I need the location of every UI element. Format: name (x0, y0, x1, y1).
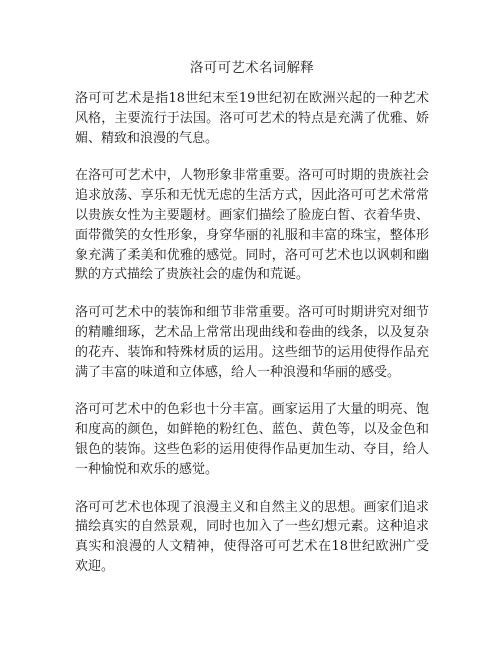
paragraph-romanticism: 洛可可艺术也体现了浪漫主义和自然主义的思想。画家们追求描绘真实的自然景观，同时也加入了一些幻想元素。这种追求真实和浪漫的人文精神，使得洛可可艺术在18世纪欧洲广受欢迎。 (75, 499, 429, 574)
document-page (75, 58, 429, 595)
paragraph-decoration: 洛可可艺术中的装饰和细节非常重要。洛可可时期讲究对细节的精雕细琢，艺术品上常常出现曲线和卷曲的线条，以及复杂的花卉、装饰和特殊材质的运用。这些细节的运用使得作品充满了丰富的味道和立体感，给人一种浪漫和华丽的感受。 (75, 305, 429, 380)
paragraph-intro: 洛可可艺术是指18世纪末至19世纪初在欧洲兴起的一种艺术风格，主要流行于法国。洛可可艺术的特点是充满了优雅、娇媚、精致和浪漫的气息。 (75, 91, 429, 146)
paragraph-figures: 在洛可可艺术中，人物形象非常重要。洛可可时期的贵族社会追求放荡、享乐和无忧无虑的生活方式，因此洛可可艺术常常以贵族女性为主要题材。画家们描绘了脸庞白皙、衣着华贵、面带微笑的女性形象，身穿华丽的礼服和丰富的珠宝，整体形象充满了柔美和优雅的感觉。同时，洛可可艺术也以讽刺和幽默的方式描绘了贵族社会的虚伪和荒诞。 (75, 168, 429, 283)
document-title: 洛可可艺术名词解释 (189, 60, 315, 76)
paragraph-color: 洛可可艺术中的色彩也十分丰富。画家运用了大量的明亮、饱和度高的颜色，如鲜艳的粉红色、蓝色、黄色等，以及金色和银色的装饰。这些色彩的运用使得作品更加生动、夺目，给人一种愉悦和欢乐的感觉。 (75, 402, 429, 477)
